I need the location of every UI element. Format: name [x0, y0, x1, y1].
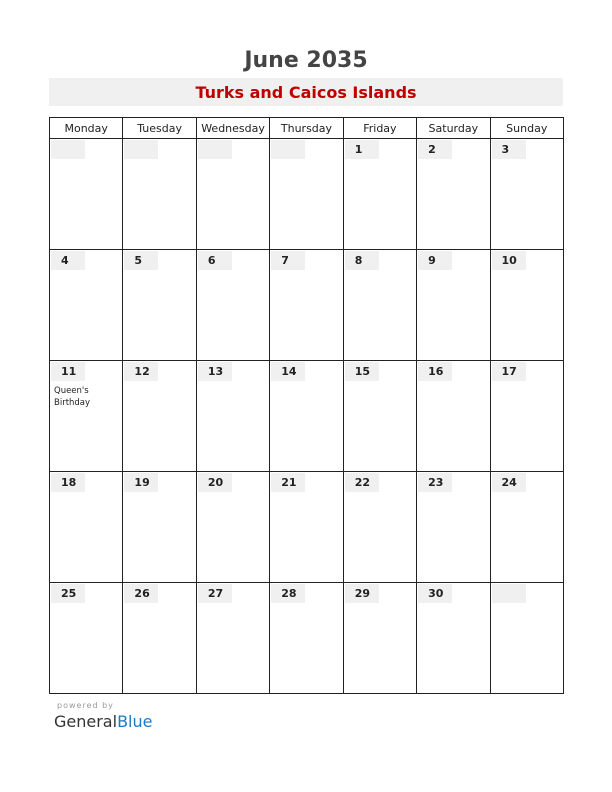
week-row [50, 361, 564, 472]
day-cell [343, 139, 416, 250]
day-cell [196, 361, 269, 472]
week-row [50, 250, 564, 361]
country-banner [49, 78, 563, 106]
day-cell [270, 583, 343, 694]
day-number: 13 [198, 362, 232, 381]
holiday-label: Queen's Birthday [54, 386, 91, 408]
day-number: 23 [418, 473, 452, 492]
day-cell [343, 361, 416, 472]
calendar-grid [49, 117, 564, 694]
week-row [50, 583, 564, 694]
day-number: 6 [198, 251, 232, 270]
day-cell [417, 472, 490, 583]
weekday-header-row [50, 118, 564, 139]
day-cell [417, 250, 490, 361]
day-number: 14 [271, 362, 305, 381]
day-number: 16 [418, 362, 452, 381]
weekday-tuesday: Tuesday [123, 118, 196, 139]
day-cell [50, 139, 123, 250]
day-number: 30 [418, 584, 452, 603]
day-number [198, 140, 232, 159]
day-cell [123, 583, 196, 694]
day-cell [123, 139, 196, 250]
day-number: 19 [124, 473, 158, 492]
day-cell [50, 361, 123, 472]
day-cell [50, 472, 123, 583]
day-number: 8 [345, 251, 379, 270]
weekday-saturday: Saturday [417, 118, 490, 139]
day-number: 26 [124, 584, 158, 603]
brand-blue: Blue [117, 712, 153, 731]
day-cell [50, 583, 123, 694]
day-number: 9 [418, 251, 452, 270]
day-number: 10 [492, 251, 526, 270]
day-cell [490, 250, 563, 361]
day-number: 25 [51, 584, 85, 603]
weekday-monday: Monday [50, 118, 123, 139]
day-number: 11 [51, 362, 85, 381]
country-name: Turks and Caicos Islands [195, 82, 417, 102]
day-number: 4 [51, 251, 85, 270]
day-number [124, 140, 158, 159]
day-number: 22 [345, 473, 379, 492]
generalblue-logo[interactable] [54, 712, 152, 731]
day-number: 7 [271, 251, 305, 270]
day-cell [417, 139, 490, 250]
day-number [51, 140, 85, 159]
day-cell [196, 139, 269, 250]
day-cell [196, 250, 269, 361]
day-number: 15 [345, 362, 379, 381]
day-cell [270, 361, 343, 472]
day-cell [123, 250, 196, 361]
day-number: 17 [492, 362, 526, 381]
day-cell [490, 583, 563, 694]
day-number: 18 [51, 473, 85, 492]
day-cell [270, 472, 343, 583]
day-number: 24 [492, 473, 526, 492]
day-number: 2 [418, 140, 452, 159]
day-cell [123, 361, 196, 472]
day-cell [50, 250, 123, 361]
day-number [492, 584, 526, 603]
day-number: 29 [345, 584, 379, 603]
day-cell [123, 472, 196, 583]
day-cell [270, 139, 343, 250]
day-cell [490, 139, 563, 250]
week-row [50, 472, 564, 583]
day-number [271, 140, 305, 159]
day-cell [490, 472, 563, 583]
day-cell [343, 472, 416, 583]
day-cell [490, 361, 563, 472]
weekday-wednesday: Wednesday [196, 118, 269, 139]
day-number: 12 [124, 362, 158, 381]
day-cell [417, 361, 490, 472]
weekday-thursday: Thursday [270, 118, 343, 139]
day-cell [196, 472, 269, 583]
day-number: 27 [198, 584, 232, 603]
powered-by-text: powered by [57, 701, 114, 710]
week-row [50, 139, 564, 250]
brand-general: General [54, 712, 118, 731]
day-cell [196, 583, 269, 694]
day-cell [270, 250, 343, 361]
day-number: 28 [271, 584, 305, 603]
weekday-friday: Friday [343, 118, 416, 139]
day-number: 21 [271, 473, 305, 492]
day-number: 1 [345, 140, 379, 159]
day-cell [417, 583, 490, 694]
page-title: June 2035 [244, 48, 368, 73]
day-number: 5 [124, 251, 158, 270]
day-cell [343, 583, 416, 694]
day-number: 20 [198, 473, 232, 492]
weekday-sunday: Sunday [490, 118, 563, 139]
day-cell [343, 250, 416, 361]
footer [54, 701, 152, 731]
day-number: 3 [492, 140, 526, 159]
